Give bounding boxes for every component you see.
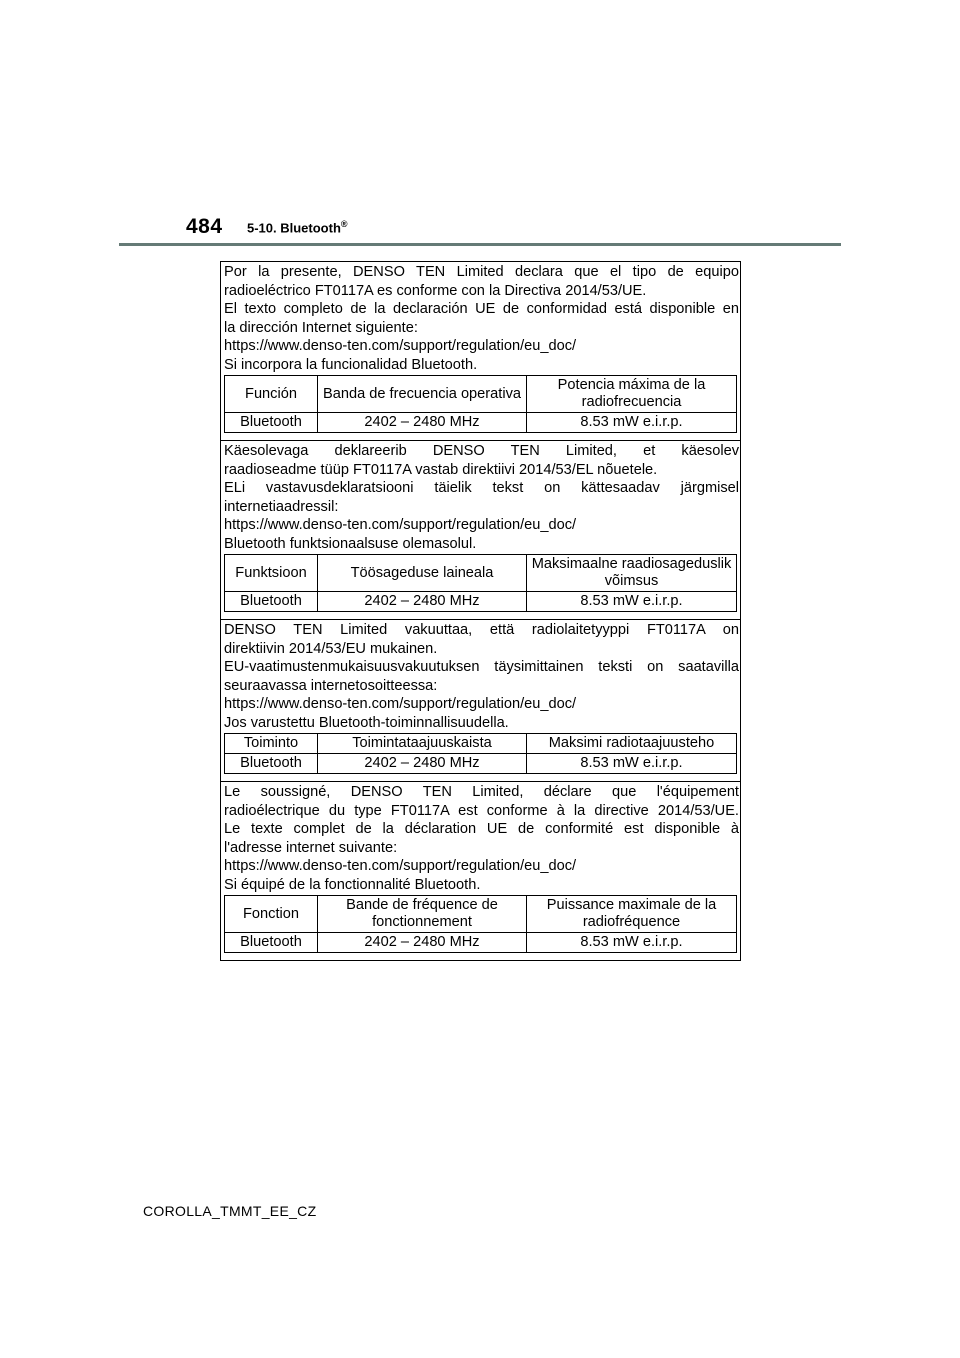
spec-cell: Töösageduse laineala [318,555,527,592]
spec-cell: Maksimi radiotaajuusteho [527,734,737,754]
declaration-line: Por la presente, DENSO TEN Limited declara que el tipo de equipo [224,264,739,280]
spec-cell: 8.53 mW e.i.r.p. [527,413,737,433]
declaration-line: la dirección Internet siguiente: [224,319,418,336]
declaration-line: Bluetooth funktsionaalsuse olemasolul. [224,535,477,552]
spec-cell: 8.53 mW e.i.r.p. [527,592,737,612]
header-rule [119,243,841,246]
declaration-block [221,441,740,620]
declaration-line: seuraavassa internetosoitteessa: [224,677,438,694]
spec-table [224,733,737,774]
spec-cell: Bluetooth [225,592,318,612]
spec-table [224,554,737,612]
spec-data-row [225,413,737,433]
declaration-box [220,261,741,961]
spec-cell: Toiminto [225,734,318,754]
spec-cell: Maksimaalne raadiosageduslik võimsus [527,555,737,592]
spec-cell: 2402 – 2480 MHz [318,413,527,433]
spec-table [224,375,737,433]
declaration-line: Si équipé de la fonctionnalité Bluetooth. [224,876,481,893]
declaration-line: direktiivin 2014/53/EU mukainen. [224,640,438,657]
declaration-line: raadioseadme tüüp FT0117A vastab direktiivi 2014/53/EL nõuetele. [224,461,658,478]
section-title-text: 5-10. Bluetooth [247,220,341,236]
spec-cell: Bande de fréquence de fonctionnement [318,896,527,933]
declaration-line: https://www.denso-ten.com/support/regulation/eu_doc/ [224,517,577,533]
declaration-line: Le soussigné, DENSO TEN Limited, déclare que l'équipement [224,784,739,800]
spec-header-row [225,555,737,592]
declaration-line: DENSO TEN Limited vakuuttaa, että radiolaitetyyppi FT0117A on [224,622,739,638]
declaration-line: radioélectrique du type FT0117A est conforme à la directive 2014/53/UE. [224,802,739,819]
declaration-block [221,262,740,441]
declaration-line: Si incorpora la funcionalidad Bluetooth. [224,356,478,373]
spec-header-row [225,376,737,413]
declaration-line: Le texte complet de la déclaration UE de conformité est disponible à [224,821,739,837]
spec-cell: Bluetooth [225,754,318,774]
declaration-line: l'adresse internet suivante: [224,839,398,856]
declaration-block [221,782,740,961]
spec-cell: 2402 – 2480 MHz [318,933,527,953]
declaration-line: https://www.denso-ten.com/support/regulation/eu_doc/ [224,858,577,874]
section-title [247,219,348,235]
spec-cell: Toimintataajuuskaista [318,734,527,754]
spec-header-row [225,734,737,754]
spec-cell: Banda de frecuencia operativa [318,376,527,413]
document-code: COROLLA_TMMT_EE_CZ [143,1203,317,1219]
spec-cell: 8.53 mW e.i.r.p. [527,933,737,953]
declaration-line: El texto completo de la declaración UE de conformidad está disponible en [224,301,739,317]
declaration-line: ELi vastavusdeklaratsiooni täielik tekst on kättesaadav järgmisel [224,480,739,496]
spec-cell: Puissance maximale de la radiofréquence [527,896,737,933]
declaration-line: radioeléctrico FT0117A es conforme con la Directiva 2014/53/UE. [224,282,647,299]
declaration-line: https://www.denso-ten.com/support/regulation/eu_doc/ [224,696,577,712]
spec-data-row [225,592,737,612]
spec-cell: Fonction [225,896,318,933]
spec-cell: Bluetooth [225,933,318,953]
declaration-line: https://www.denso-ten.com/support/regulation/eu_doc/ [224,338,577,354]
spec-cell: Funktsioon [225,555,318,592]
spec-header-row [225,896,737,933]
spec-data-row [225,754,737,774]
declaration-line: Jos varustettu Bluetooth-toiminnallisuudella. [224,714,509,731]
spec-cell: 8.53 mW e.i.r.p. [527,754,737,774]
spec-table [224,895,737,953]
declaration-line: Käesolevaga deklareerib DENSO TEN Limited, et käesolev [224,443,739,459]
spec-data-row [225,933,737,953]
spec-cell: Función [225,376,318,413]
spec-cell: 2402 – 2480 MHz [318,592,527,612]
declaration-line: EU-vaatimustenmukaisuusvakuutuksen täysimittainen teksti on saatavilla [224,659,739,675]
spec-cell: Bluetooth [225,413,318,433]
spec-cell: 2402 – 2480 MHz [318,754,527,774]
declaration-line: internetiaadressil: [224,498,339,515]
registered-mark: ® [340,219,348,229]
spec-cell: Potencia máxima de la radiofrecuencia [527,376,737,413]
declaration-block [221,620,740,782]
page-number: 484 [186,215,223,238]
